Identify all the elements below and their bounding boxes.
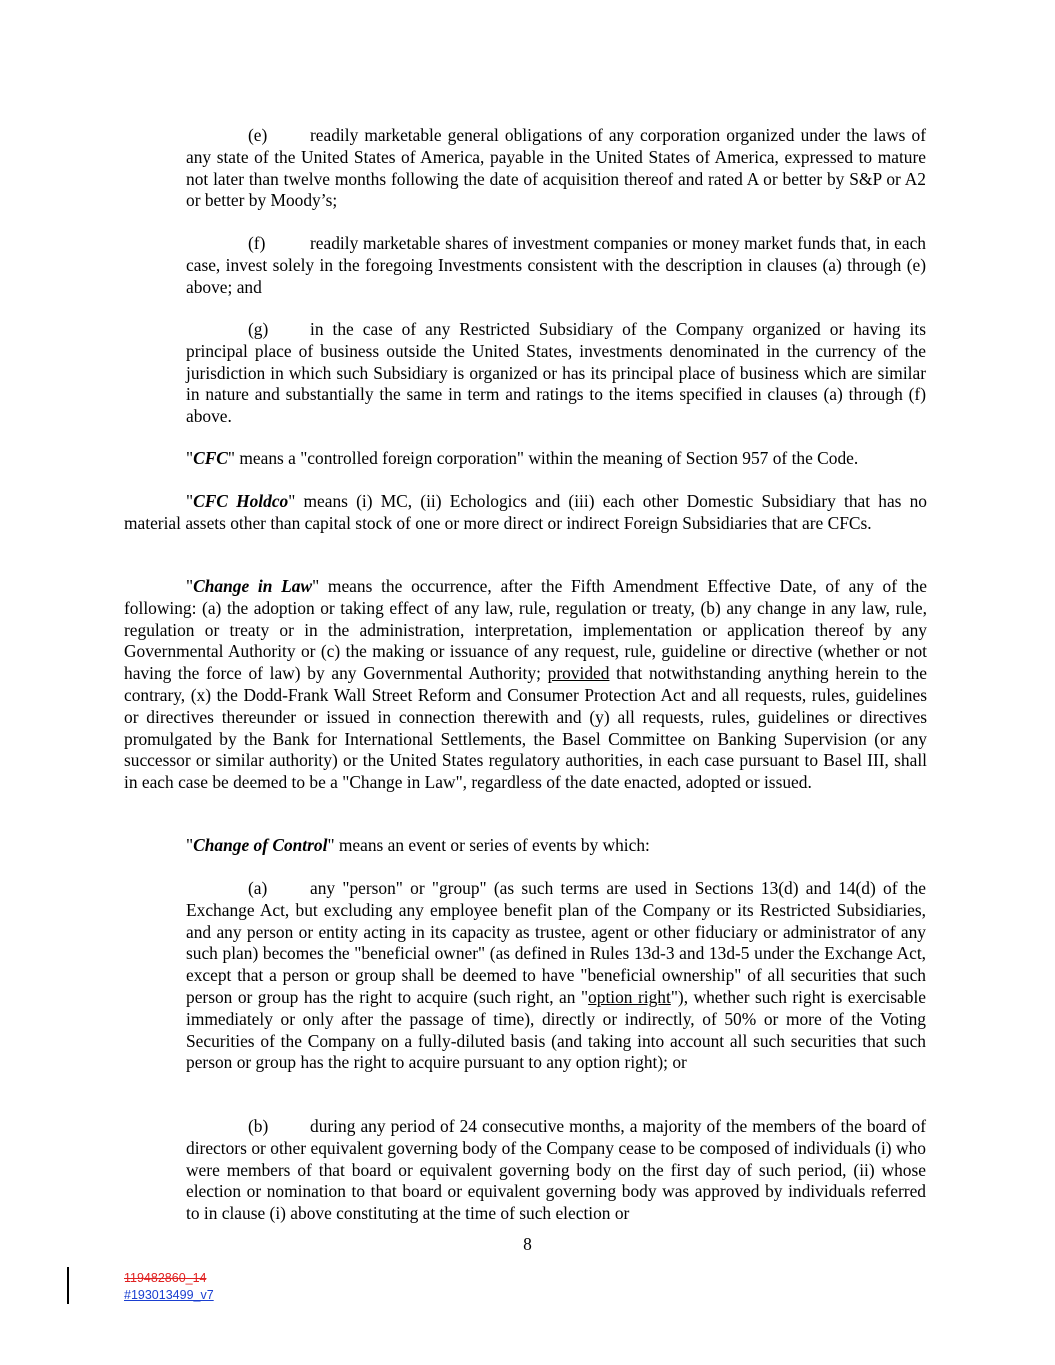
change-bar — [67, 1267, 69, 1304]
definition-change-of-control: "Change of Control" means an event or series of events by which: — [186, 835, 650, 855]
clause-text: any "person" or "group" (as such terms are used in Sections 13(d) and 14(d) of the Exchange Act, but excluding any employee benefit plan of the Company or its Restricted Subsidiaries, and any person or entity acting in its capacity as trustee, agent or other fiduciary or administrator of any such plan) becomes the "beneficial owner" (as defined in Rules 13d-3 and 13d-5 under the Exchange Act, except that a person or group shall be deemed to have "beneficial ownership" of all securities that such person or group has the right to acquire (such right, an " — [186, 878, 926, 1007]
defined-term: Change in Law — [193, 576, 313, 596]
defined-term: CFC Holdco — [193, 491, 289, 511]
doc-id-deleted: 119482860_14 — [124, 1271, 207, 1285]
definition-text: " means an event or series of events by which: — [327, 835, 650, 855]
clause-text: readily marketable shares of investment companies or money market funds that, in each case, invest solely in the foregoing Investments consistent with the description in clauses (a) through (e) above; and — [186, 233, 926, 297]
clause-text: readily marketable general obligations of any corporation organized under the laws of any state of the United States of America, payable in the United States of America, expressed to mature not later than twelve months following the date of acquisition thereof and rated A or better by S&P or A2 or better by Moody’s; — [186, 125, 926, 211]
page-number: 8 — [523, 1234, 532, 1254]
change-of-control-clause-b — [186, 1116, 926, 1225]
clause-e — [186, 125, 926, 212]
clause-text: in the case of any Restricted Subsidiary of the Company organized or having its principal place of business outside the United States, investments denominated in the currency of the jurisdiction in which such Subsidiary is organized or has its principal place of business which are similar in nature and substantially the same in term and ratings to the items specified in clauses (a) through (f) above. — [186, 319, 926, 427]
definition-cfc: "CFC" means a "controlled foreign corporation" within the meaning of Section 957 of the Code. — [186, 448, 859, 468]
clause-label: (g) — [248, 319, 269, 339]
clause-g — [186, 319, 926, 428]
definition-text: " means a "controlled foreign corporation" within the meaning of Section 957 of the Code. — [227, 448, 859, 468]
defined-term: CFC — [193, 448, 228, 468]
clause-f — [186, 233, 926, 298]
clause-text-continued: "), whether such right is exercisable immediately or only after the passage of time), directly or indirectly, of 50% or more of the Voting Securities of the Company on a fully-diluted basis (and taking into account all such securities that such person or group has the right to acquire pursuant to any option right); or — [186, 986, 927, 1073]
clause-label: (b) — [248, 1116, 269, 1136]
clause-text: during any period of 24 consecutive months, a majority of the members of the board of directors or other equivalent governing body of the Company cease to be composed of individuals (i) who were members of that board or equivalent governing body on the first day of such period, (ii) whose election or nomination to that board or equivalent governing body was approved by individuals referred to in clause (i) above constituting at the time of such election or — [186, 1116, 926, 1224]
clause-label: (f) — [248, 233, 266, 253]
change-of-control-clause-a — [186, 878, 926, 1074]
definition-text: " means (i) MC, (ii) Echologics and (iii) each other Domestic Subsidiary that has no material assets other than capital stock of one or more direct or indirect Foreign Subsidiaries that are CFCs. — [124, 491, 928, 533]
definition-text: " means the occurrence, after the Fifth Amendment Effective Date, of any of the following: (a) the adoption or taking effect of any law, rule, regulation or treaty, (b) any change in any law, rule, regulation or treaty or in the administration, interpretation, implementation or application thereof by any Governmental Authority or (c) the making or issuance of any request, rule, guideline or directive (whether or not having the force of law) by any Governmental Authority; — [124, 576, 927, 684]
provided-underlined: provided — [547, 663, 610, 684]
definition-change-in-law: "Change in Law" means the occurrence, after the Fifth Amendment Effective Date, of any of the following: (a) the adoption or taking effect of any law, rule, regulation or treaty, (b) any change in any law, rule, regulation or treaty or in the administration, interpretation, implementation or application thereof by any Governmental Authority or (c) the making or issuance of any request, rule, guideline or directive (whether or not having the force of law) by any Governmental Authority; provided that notwithstanding anything herein to the contrary, (x) the Dodd-Frank Wall Street Reform and Consumer Protection Act and all requests, rules, guidelines or directives thereunder or issued in connection therewith and (y) all requests, rules, guidelines or directives promulgated by the Bank for International Settlements, the Basel Committee on Banking Supervision (or any successor or similar authority) or the United States regulatory authorities, in each case pursuant to Basel III, shall in each case be deemed to be a "Change in Law", regardless of the date enacted, adopted or issued. — [124, 576, 927, 793]
clause-label: (e) — [248, 125, 268, 145]
definition-cfc-holdco: "CFC Holdco" means (i) MC, (ii) Echologics and (iii) each other Domestic Subsidiary that has no material assets other than capital stock of one or more direct or indirect Foreign Subsidiaries that are CFCs. — [124, 491, 928, 533]
option-right-underlined: option right — [588, 986, 671, 1007]
clause-label: (a) — [248, 878, 268, 898]
doc-id-inserted: #193013499_v7 — [124, 1288, 214, 1302]
definition-text-continued: that notwithstanding anything herein to the contrary, (x) the Dodd-Frank Wall Street Reform and Consumer Protection Act and all requests, rules, guidelines or directives thereunder or issued in connection therewith and (y) all requests, rules, guidelines or directives promulgated by the Bank for International Settlements, the Basel Committee on Banking Supervision (or any successor or similar authority) or the United States regulatory authorities, in each case pursuant to Basel III, shall in each case be deemed to be a "Change in Law", regardless of the date enacted, adopted or issued. — [124, 663, 927, 793]
defined-term: Change of Control — [193, 835, 328, 855]
